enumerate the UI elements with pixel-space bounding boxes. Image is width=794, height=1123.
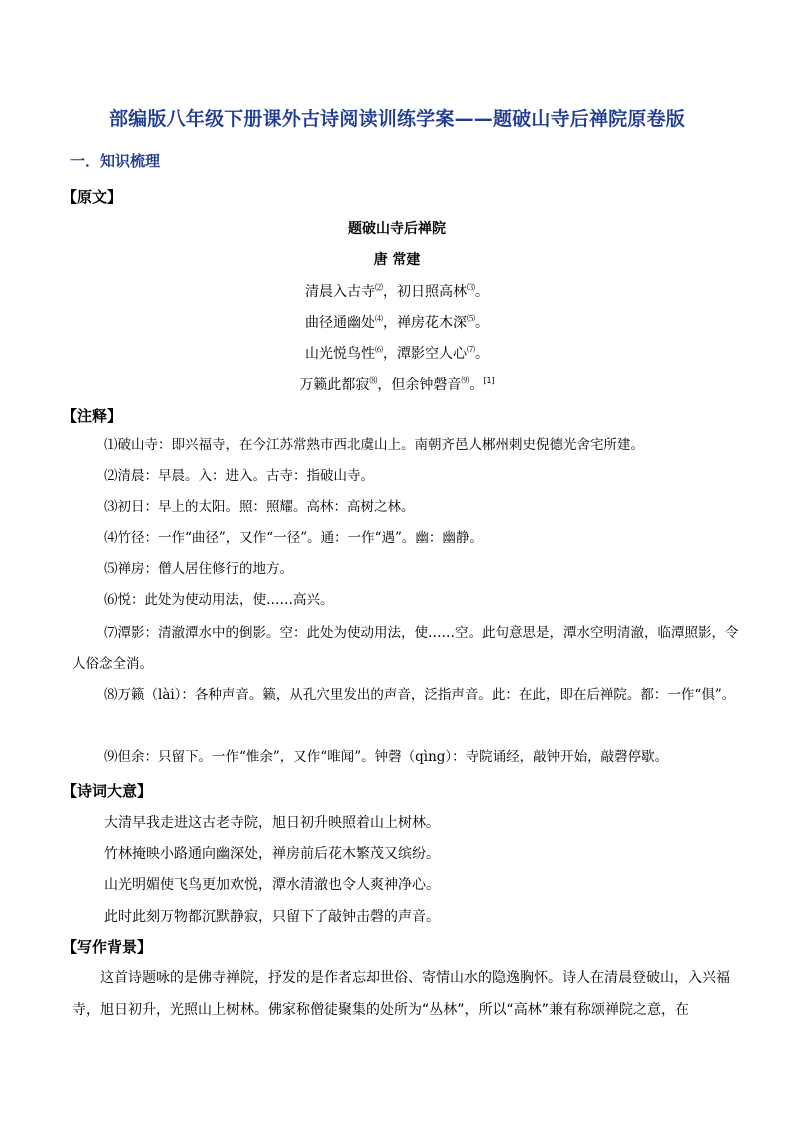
heading-poem-meaning: 【诗词大意】 [62, 782, 153, 800]
heading-writing-background: 【写作背景】 [62, 938, 153, 956]
meaning-line-1: 大清早我走进这古老寺院，旭日初升映照着山上树林。 [104, 815, 440, 831]
footnote-marker: ⑼ [461, 376, 470, 385]
poem-line-3-b: ，潭影空人心 [383, 346, 467, 362]
poem-line-3-a: 山光悦鸟性 [305, 346, 375, 362]
poem-line-2 [0, 312, 794, 332]
meaning-line-3: 山光明媚使飞鸟更加欢悦，潭水清澈也令人爽神净心。 [104, 877, 440, 893]
poem-line-3 [0, 343, 794, 363]
footnote-marker: ⑹ [375, 345, 383, 354]
footnote-marker: ⑺ [467, 345, 475, 354]
note-8: ⑻万籁（lài）：各种声音。籁，从孔穴里发出的声音，泛指声音。此：在此，即在后禅院。都：一作“俱”。 [104, 687, 736, 703]
document-title: 部编版八年级下册课外古诗阅读训练学案——题破山寺后禅院原卷版 [108, 108, 685, 130]
poem-line-3-end: 。 [475, 346, 489, 362]
poem-line-1-a: 清晨入古寺 [305, 284, 375, 300]
note-3: ⑶初日：早上的太阳。照：照耀。高林：高树之林。 [104, 499, 415, 515]
poem-line-4-a: 万籁此都寂 [299, 377, 370, 393]
footnote-marker: ⑷ [375, 314, 383, 323]
reference-marker: [1] [483, 376, 495, 385]
note-2: ⑵清晨：早晨。入：进入。古寺：指破山寺。 [104, 468, 374, 484]
poem-line-2-b: ，禅房花木深 [383, 315, 467, 331]
poem-title: 题破山寺后禅院 [348, 221, 446, 237]
footnote-marker: ⑵ [375, 283, 383, 292]
note-9: ⑼但余：只留下。一作“惟余”，又作“唯闻”。钟磬（qìng）：寺院诵经，敲钟开始，敲磬停歇。 [104, 749, 669, 765]
meaning-line-2: 竹林掩映小路通向幽深处，禅房前后花木繁茂又缤纷。 [104, 846, 440, 862]
poem-line-2-end: 。 [475, 315, 489, 331]
note-6: ⑹悦：此处为使动用法，使……高兴。 [104, 592, 334, 608]
note-7: ⑺潭影：清澈潭水中的倒影。空：此处为使动用法，使……空。此句意思是，潭水空明清澈，临潭照影，令人俗念全消。 [72, 625, 739, 672]
footnote-marker: ⑻ [369, 376, 378, 385]
background-paragraph: 这首诗题咏的是佛寺禅院，抒发的是作者忘却世俗、寄情山水的隐逸胸怀。诗人在清晨登破山，入兴福寺，旭日初升，光照山上树林。佛家称僧徒聚集的处所为“丛林”，所以“高林”兼有称颂禅院之意，在 [72, 970, 730, 1018]
meaning-line-4: 此时此刻万物都沉默静寂，只留下了敲钟击磬的声音。 [104, 909, 440, 925]
poem-line-4 [0, 374, 794, 394]
footnote-marker: ⑸ [467, 314, 475, 323]
note-4: ⑷竹径：一作“曲径”，又作“一径”。通：一作“遇”。幽：幽静。 [104, 530, 483, 546]
poem-line-2-a: 曲径通幽处 [305, 315, 375, 331]
note-5: ⑸禅房：僧人居住修行的地方。 [104, 561, 293, 577]
heading-notes: 【注释】 [62, 407, 123, 425]
note-1: ⑴破山寺：即兴福寺，在今江苏常熟市西北虞山上。南朝齐邑人郴州刺史倪德光舍宅所建。 [104, 437, 644, 453]
poem-author: 唐 常建 [373, 252, 421, 268]
footnote-marker: ⑶ [467, 283, 475, 292]
poem-line-4-b: ，但余钟磬音 [377, 377, 462, 393]
poem-line-1-b: ，初日照高林 [383, 284, 467, 300]
section-heading-knowledge: 一．知识梳理 [70, 152, 161, 170]
heading-original-text: 【原文】 [62, 188, 123, 206]
poem-line-1 [0, 281, 794, 301]
poem-line-4-end: 。 [469, 377, 484, 393]
poem-line-1-end: 。 [475, 284, 489, 300]
